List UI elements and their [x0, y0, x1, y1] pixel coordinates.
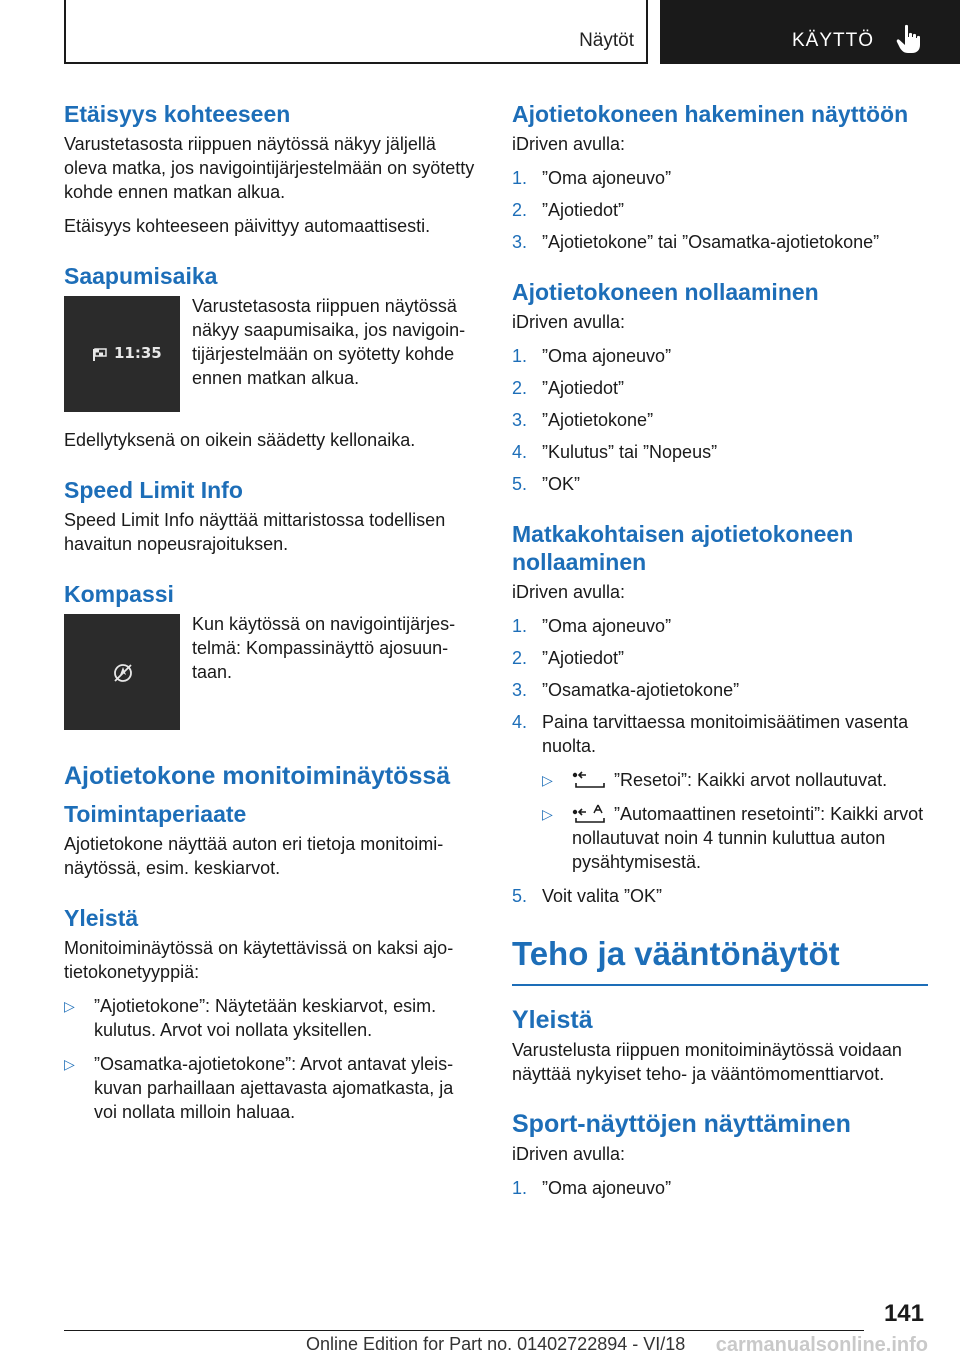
header-chapter-box: [660, 0, 960, 64]
arrival-time-readout: 11:35: [114, 344, 162, 362]
trip-computer-types-list: [64, 994, 476, 1124]
footer-edition: Online Edition for Part no. 01402722894 - VI/18: [306, 1334, 686, 1354]
trip-computer-heading: Ajotietokone monitoiminäytössä: [64, 762, 451, 790]
list-item: ▷ ”Resetoi”: Kaikki arvot nollautuvat.: [542, 770, 888, 790]
hand-pointer-icon: [896, 24, 922, 54]
list-item: 3. ”Osamatka-ajotietokone”: [512, 680, 740, 700]
fetch-heading: Ajotietokoneen hakeminen näyttöön: [512, 101, 909, 127]
right-column: [512, 100, 928, 1210]
list-item: 2. ”Ajotiedot”: [512, 648, 625, 668]
arrival-heading: Saapumisaika: [64, 263, 218, 289]
sport-display-heading: Sport-näyttöjen näyttäminen: [512, 1110, 851, 1139]
speed-limit-heading: Speed Limit Info: [64, 477, 243, 503]
fetch-steps: [512, 166, 928, 254]
list-item: 5. ”OK”: [512, 474, 580, 494]
sport-intro: iDriven avulla:: [512, 1144, 626, 1165]
power-general-heading: Yleistä: [512, 1006, 593, 1035]
reset-options-list: [542, 768, 928, 874]
distance-paragraph-2: Etäisyys kohteeseen päivittyy automaattisesti.: [64, 216, 431, 236]
list-item: ▷ ”Automaattinen resetointi”: Kaikki arvot nollautuvat noin 4 tunnin kuluttua auton pysähtymisestä.: [542, 804, 924, 873]
triangle-bullet-icon: ▷: [542, 806, 553, 822]
destination-flag-icon: [92, 348, 108, 362]
principle-paragraph: Ajotietokone näyttää auton eri tietoja monitoiminäytössä, esim. keskiarvot.: [64, 834, 444, 878]
list-item: 3. ”Ajotietokone”: [512, 410, 654, 430]
arrival-time-image: [64, 296, 180, 412]
arrival-text: Varustetasosta riippuen näytössä näkyy saapumisaika, jos navigointijärjestelmään on syötetty kohde ennen matkan alkua.: [192, 296, 466, 388]
list-item: 2. ”Ajotiedot”: [512, 200, 625, 220]
compass-block: [64, 612, 476, 732]
page-number: 141: [883, 1300, 924, 1327]
compass-off-icon: [112, 662, 134, 684]
trip-reset-intro: iDriven avulla:: [512, 582, 626, 602]
list-item: 4. Paina tarvittaessa monitoimisäätimen vasenta nuolta. ▷ ”Resetoi”: Kaikki arvot nollautuvat. ▷ ”Automaattinen resetointi”: Kaikki arvot nollautuvat noin 4 tunnin kuluttua auton pysähtymisestä.: [512, 710, 928, 874]
list-item: 4. ”Kulutus” tai ”Nopeus”: [512, 442, 718, 462]
power-torque-heading: Teho ja vääntönäytöt: [512, 932, 928, 986]
distance-heading: Etäisyys kohteeseen: [64, 101, 291, 127]
principle-heading: Toimintaperiaate: [64, 801, 247, 827]
sport-steps: [512, 1176, 928, 1200]
reset-steps: [512, 344, 928, 496]
reset-arrow-icon: [572, 771, 608, 791]
compass-image: [64, 614, 180, 730]
reset-heading: Ajotietokoneen nollaaminen: [512, 279, 819, 305]
general-paragraph: Monitoiminäytössä on käytettävissä on kaksi ajotietokonetyyppiä:: [64, 938, 454, 982]
list-item: ▷ ”Osamatka-ajotietokone”: Arvot antavat yleiskuvan parhaillaan ajettavasta ajomatkasta, ja voi nollata milloin haluaa.: [64, 1054, 454, 1122]
arrival-paragraph-2: Edellytyksenä on oikein säädetty kellonaika.: [64, 430, 416, 450]
auto-reset-icon: [572, 804, 608, 826]
reset-intro: iDriven avulla:: [512, 312, 626, 332]
list-item: 3. ”Ajotietokone” tai ”Osamatka-ajotietokone”: [512, 232, 880, 252]
fetch-intro: iDriven avulla:: [512, 134, 626, 154]
list-item: 1. ”Oma ajoneuvo”: [512, 346, 672, 366]
list-item: 2. ”Ajotiedot”: [512, 378, 625, 398]
triangle-bullet-icon: ▷: [64, 998, 75, 1014]
list-item: 1. ”Oma ajoneuvo”: [512, 1178, 672, 1199]
trip-reset-steps: [512, 614, 928, 908]
section-title: Näytöt: [579, 30, 634, 51]
list-item: 1. ”Oma ajoneuvo”: [512, 168, 672, 188]
footer-divider: [64, 1330, 864, 1331]
header-section-box: [64, 0, 648, 64]
watermark: carmanualsonline.info: [715, 1334, 928, 1356]
compass-text: Kun käytössä on navigointijärjestelmä: Kompassinäyttö ajosuuntaan.: [192, 614, 456, 682]
triangle-bullet-icon: ▷: [542, 772, 553, 788]
list-item: 1. ”Oma ajoneuvo”: [512, 616, 672, 636]
triangle-bullet-icon: ▷: [64, 1056, 75, 1072]
distance-paragraph-1: Varustetasosta riippuen näytössä näkyy jäljellä oleva matka, jos navigointijärjestelmään on syötetty kohde ennen matkan alkua.: [64, 134, 475, 202]
arrival-block: [64, 294, 476, 414]
left-column: [64, 100, 476, 1134]
speed-limit-paragraph: Speed Limit Info näyttää mittaristossa todellisen havaitun nopeusrajoituksen.: [64, 510, 446, 554]
general-heading: Yleistä: [64, 905, 139, 931]
compass-heading: Kompassi: [64, 581, 174, 607]
trip-reset-heading: Matkakohtaisen ajotietokoneen nollaaminen: [512, 521, 854, 575]
list-item: 5. Voit valita ”OK”: [512, 886, 663, 907]
power-general-paragraph: Varustelusta riippuen monitoiminäytössä voidaan näyttää nykyiset teho- ja vääntömomenttiarvot.: [512, 1040, 902, 1085]
chapter-title: KÄYTTÖ: [792, 30, 875, 51]
list-item: ▷ ”Ajotietokone”: Näytetään keskiarvot, esim. kulutus. Arvot voi nollata yksitellen.: [64, 996, 437, 1040]
